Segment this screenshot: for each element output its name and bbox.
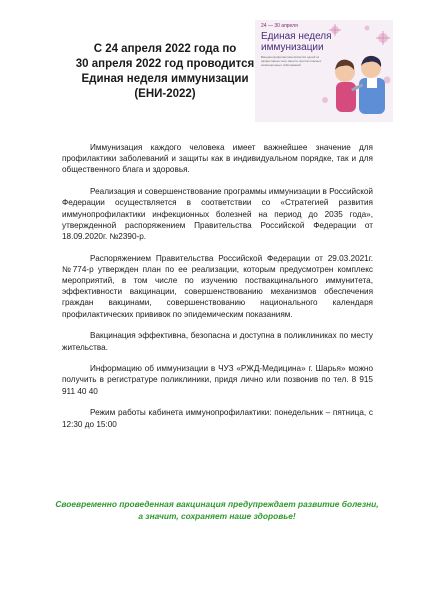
title-line-4: (ЕНИ-2022)	[134, 88, 196, 100]
poster-title	[261, 31, 332, 53]
paragraph-importance: Иммунизация каждого человека имеет важнейшее значение для профилактики заболеваний и защиты как в индивидуальном порядке, так и для общественного блага и здоровья.	[62, 143, 373, 175]
paragraph-contact: Информацию об иммунизации в ЧУЗ «РЖД-Медицина» г. Шарья» можно получить в регистратуре поликлиники, придя лично или позвонив по тел. 8 915 911 40 40	[62, 364, 373, 396]
document-body	[62, 142, 373, 440]
paragraph-availability: Вакцинация эффективна, безопасна и доступна в поликлиниках по месту жительства.	[62, 331, 373, 352]
footer-line-1: Своевременно проведенная вакцинация предупреждает развитие болезни,	[55, 499, 379, 509]
title-line-1: С 24 апреля 2022 года по	[93, 43, 237, 55]
footer-slogan	[55, 498, 379, 522]
poster-date: 24 — 30 апреля	[261, 23, 298, 29]
poster-title-line-1: Единая неделя	[261, 31, 332, 42]
paragraph-strategy: Реализация и совершенствование программы иммунизации в Российской Федерации осуществляется в соответствии со «Стратегией развития иммунопрофилактики инфекционных болезней на период до 2035 года», утвержденной распоряжением Правительства Российской Федерации от 18.09.2020г. №2390-р.	[62, 187, 373, 241]
paragraph-schedule: Режим работы кабинета иммунопрофилактики: понедельник – пятница, с 12:30 до 15:00	[62, 408, 373, 429]
poster-title-line-2: иммунизации	[261, 42, 324, 53]
paragraph-plan: Распоряжением Правительства Российской Федерации от 29.03.2021г. №774-р утвержден план по ее реализации, которым предусмотрен комплекс мероприятий, в том числе по изучению поствакцинального иммунитета, эффективности вакцинации, совершенствованию механизмов обеспечения граждан вакцинами, совершенствованию национального календаря профилактических прививок по эпидемическим показаниям.	[62, 253, 373, 319]
immunization-week-poster	[255, 20, 393, 122]
footer-line-2: а значит, сохраняет наше здоровье!	[138, 511, 296, 521]
title-line-3: Единая неделя иммунизации	[81, 73, 249, 85]
poster-subtitle: Вакцинопрофилактика является одной из эффективных мер защиты против опасных инфекционных заболеваний	[261, 55, 322, 67]
page-title	[70, 42, 260, 102]
title-line-2: 30 апреля 2022 год проводится	[75, 58, 255, 70]
